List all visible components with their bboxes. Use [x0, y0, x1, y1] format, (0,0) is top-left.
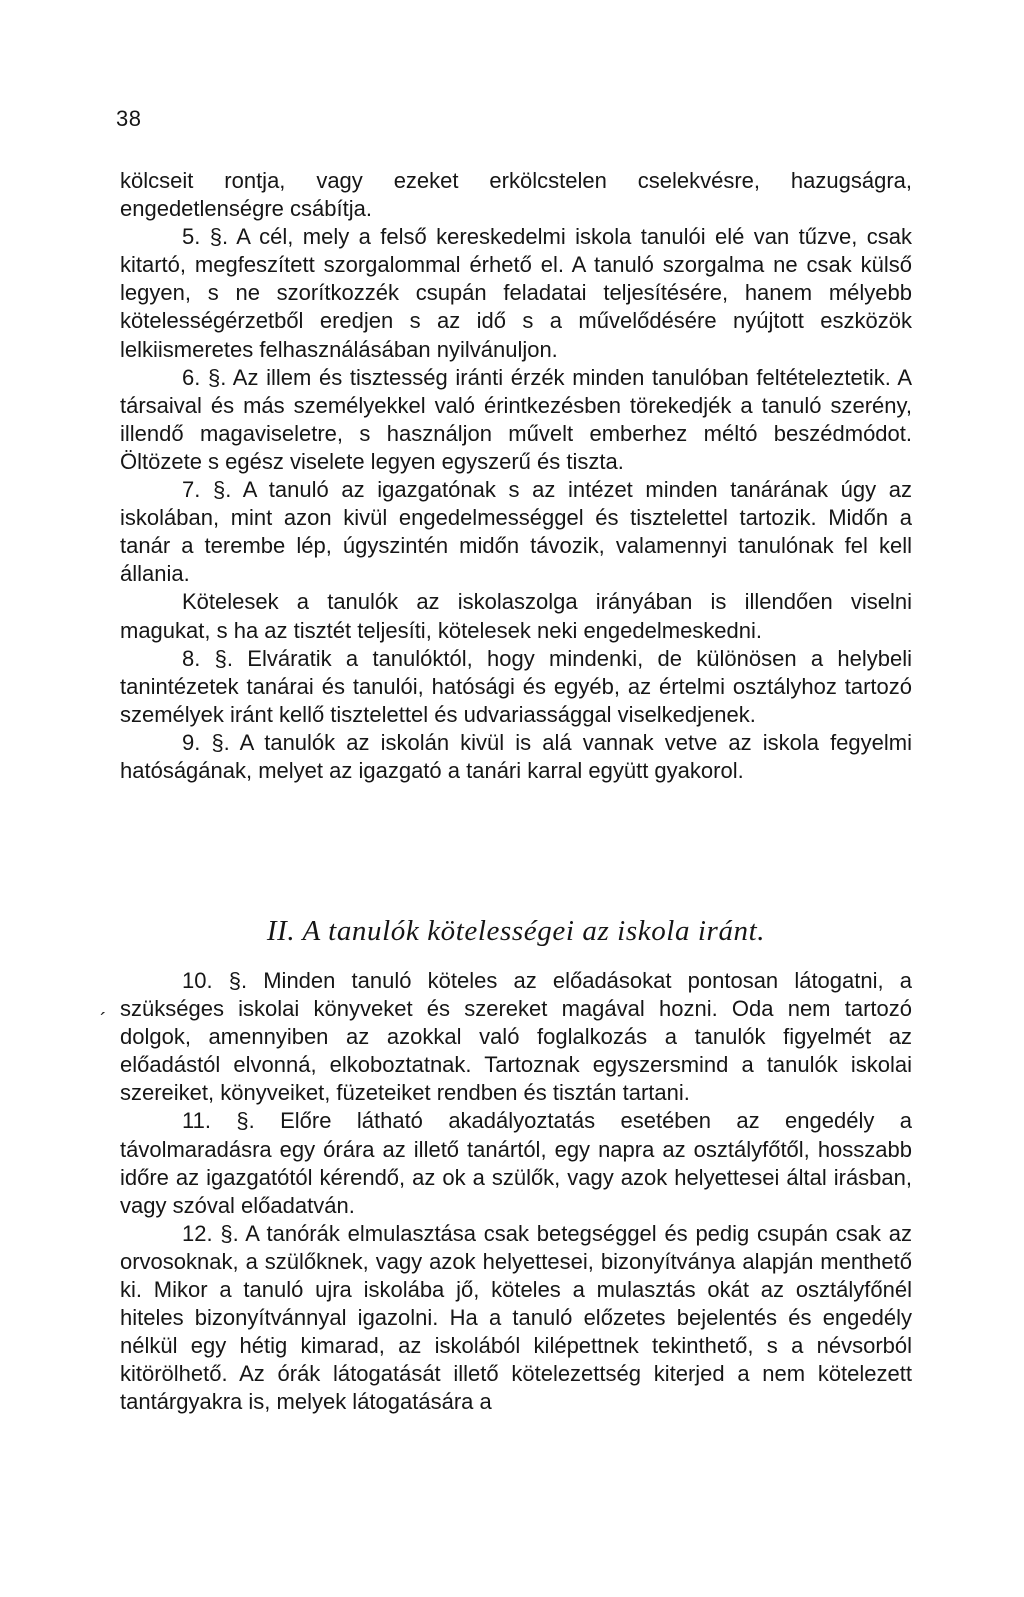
paragraph-section-9: 9. §. A tanulók az iskolán kivül is alá vannak vetve az iskola fegyelmi hatóságának, melyet az igazgató a tanári karral együtt gyakorol.	[120, 729, 912, 783]
margin-mark: ´	[100, 1010, 107, 1032]
paragraph-section-5: 5. §. A cél, mely a felső kereskedelmi iskola tanulói elé van tűzve, csak kitartó, megfeszített szorgalommal érhető el. A tanuló szorgalma ne csak külső legyen, s ne szorítkozzék csupán feladatai teljesítésére, hanem mélyebb kötelességérzetből eredjen s az idő s a művelődésére nyújtott eszközök lelkiismeretes felhasználásában nyilvánuljon.	[120, 224, 912, 362]
paragraph-section-12: 12. §. A tanórák elmulasztása csak betegséggel és pedig csupán csak az orvosoknak, a szülőknek, vagy azok helyettesei, bizonyítványa alapján menthető ki. Mikor a tanuló ujra iskolába jő, köteles a mulasztás okát az osztályfőnél hiteles bizonyítvánnyal igazolni. Ha a tanuló előzetes bejelentés és engedély nélkül egy hétig kimarad, az iskolából kilépettnek tekinthető, s a névsorból kitörölhető. Az órák látogatását illető kötelezettség kiterjed a nem kötelezett tantárgyakra is, melyek látogatására a	[120, 1220, 912, 1415]
paragraph-section-7: 7. §. A tanuló az igazgatónak s az intézet minden tanárának úgy az iskolában, mint azon kivül engedelmességgel és tisztelettel tartozik. Midőn a tanár a terembe lép, úgyszintén midőn távozik, valamennyi tanulónak fel kell állania.	[120, 477, 912, 587]
body-text-lower	[120, 967, 912, 1417]
paragraph-section-8: 8. §. Elváratik a tanulóktól, hogy mindenki, de különösen a helybeli tanintézetek tanárai és tanulói, hatósági és egyéb, az értelmi osztályhoz tartozó személyek iránt kellő tisztelettel és udvariassággal viselkedjenek.	[120, 645, 912, 727]
paragraph: kölcseit rontja, vagy ezeket erkölcstelen cselekvésre, hazugságra, engedetlenségre csábítja.	[120, 168, 912, 222]
paragraph-section-11: 11. §. Előre látható akadályoztatás esetében az engedély a távolmaradásra egy órára az illető tanártól, egy napra az osztályfőtől, hosszabb időre az igazgatótól kérendő, az ok a szülők, vagy azok helyettesei által irásban, vagy szóval előadatván.	[120, 1108, 912, 1218]
paragraph-section-6: 6. §. Az illem és tisztesség iránti érzék minden tanulóban feltételeztetik. A társaival és más személyekkel való érintkezésben törekedjék a tanuló szerény, illendő magaviseletre, s használjon művelt emberhez méltó beszédmódot. Öltözete s egész viselete legyen egyszerű és tiszta.	[120, 364, 912, 474]
page-number: 38	[116, 106, 142, 131]
body-text-upper	[120, 167, 912, 785]
paragraph: Kötelesek a tanulók az iskolaszolga irányában is illendően viselni magukat, s ha az tisztét teljesíti, kötelesek neki engedelmeskedni.	[120, 589, 912, 643]
section-heading: II. A tanulók kötelességei az iskola iránt.	[266, 915, 766, 947]
paragraph-section-10: 10. §. Minden tanuló köteles az előadásokat pontosan látogatni, a szükséges iskolai könyveket és szereket magával hozni. Oda nem tartozó dolgok, amennyiben az azokkal való foglalkozás a tanulók figyelmét az előadástól elvonná, elkoboztatnak. Tartoznak egyszersmind a tanulók iskolai szereiket, könyveiket, füzeteiket rendben és tisztán tartani.	[120, 968, 912, 1106]
